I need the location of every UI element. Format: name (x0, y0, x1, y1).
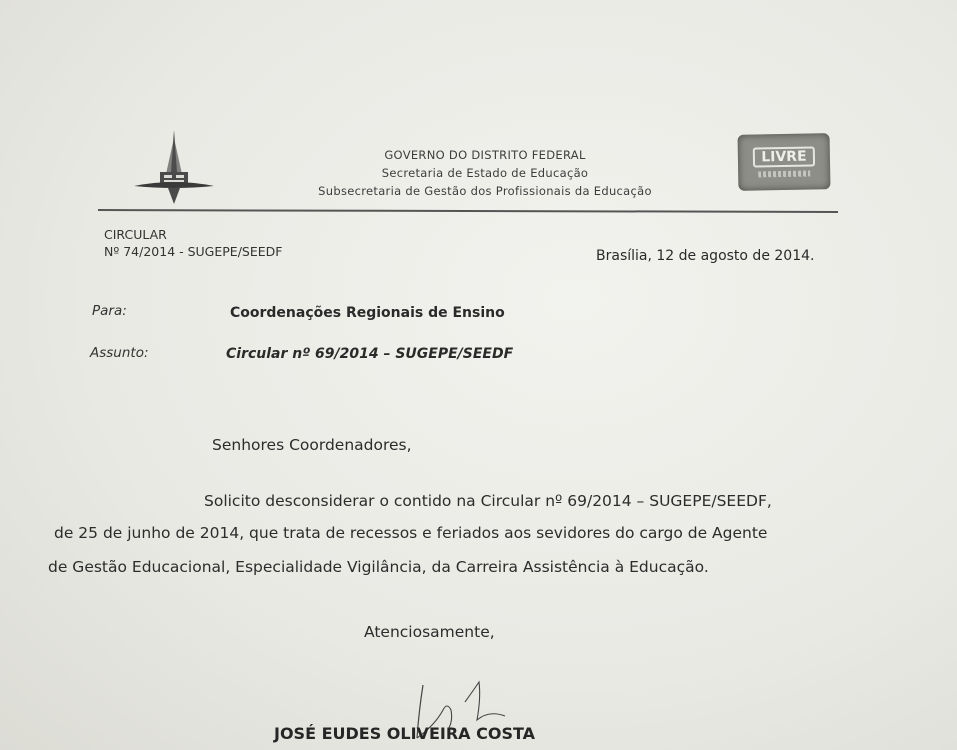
letterhead (280, 146, 690, 200)
closing: Atenciosamente, (364, 623, 495, 641)
circular-number: Nº 74/2014 - SUGEPE/SEEDF (104, 244, 283, 259)
salutation: Senhores Coordenadores, (212, 436, 412, 454)
body-line-2: de 25 de junho de 2014, que trata de recessos e feriados aos sevidores do cargo de Agente (54, 524, 768, 542)
circular-label: CIRCULAR (104, 227, 167, 242)
subject-value: Circular nº 69/2014 – SUGEPE/SEEDF (226, 346, 514, 362)
body-line-1: Solicito desconsiderar o contido na Circular nº 69/2014 – SUGEPE/SEEDF, (204, 492, 772, 510)
document-date: Brasília, 12 de agosto de 2014. (596, 248, 815, 264)
letterhead-secretariat: Secretaria de Estado de Educação (381, 166, 589, 180)
to-label: Para: (92, 303, 127, 319)
letterhead-subsecretariat: Subsecretaria de Gestão dos Profissionais da Educação (318, 184, 652, 198)
stamp-text: LIVRE (753, 146, 815, 167)
livre-stamp (738, 133, 831, 191)
signatory-name: JOSÉ EUDES OLIVEIRA COSTA (274, 724, 536, 743)
government-crest-icon (130, 128, 218, 210)
subject-label: Assunto: (90, 345, 149, 361)
stamp-detail (758, 171, 810, 178)
header-divider (98, 209, 838, 213)
to-value: Coordenações Regionais de Ensino (230, 305, 505, 321)
circular-id (104, 226, 282, 260)
letterhead-government: GOVERNO DO DISTRITO FEDERAL (384, 148, 586, 162)
body-line-3: de Gestão Educacional, Especialidade Vigilância, da Carreira Assistência à Educação. (48, 558, 709, 576)
